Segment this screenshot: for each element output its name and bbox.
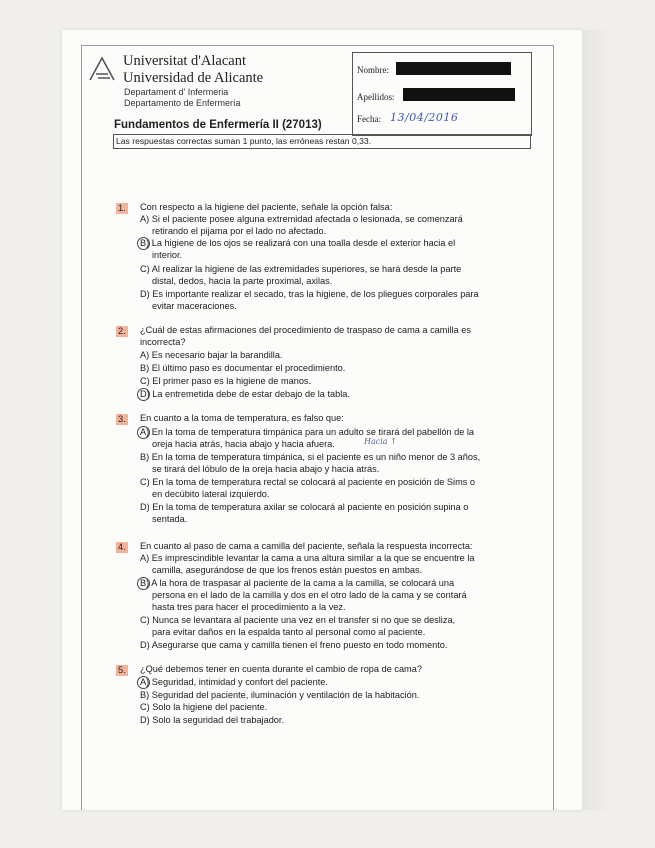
answer-option-cont: oreja hacia atrás, hacia abajo y hacia afuera. xyxy=(152,439,335,449)
page-shadow xyxy=(582,30,612,810)
answer-option-cont: en decúbito lateral izquierdo. xyxy=(152,489,270,499)
course-title: Fundamentos de Enfermería II (27013) xyxy=(114,119,322,131)
department-ca: Departament d' Infermeria xyxy=(124,87,229,97)
question-number: 5. xyxy=(118,665,126,675)
answer-circle xyxy=(137,577,150,590)
answer-option-cont: hasta tres para hacer el procedimiento a la vez. xyxy=(152,602,346,612)
answer-option: C) Solo la higiene del paciente. xyxy=(140,702,268,712)
answer-option: D) En la toma de temperatura axilar se colocará al paciente en posición supina o xyxy=(140,502,469,512)
question-stem: Con respecto a la higiene del paciente, señale la opción falsa: xyxy=(140,202,393,212)
answer-option: A) Seguridad, intimidad y confort del paciente. xyxy=(140,677,328,687)
answer-option: C) Nunca se levantara al paciente una vez en el transfer si no que se desliza, xyxy=(140,615,456,625)
answer-option-cont: retirando el pijama por el lado no afectado. xyxy=(152,226,327,236)
question-number: 4. xyxy=(118,542,126,552)
university-name-ca: Universitat d'Alacant xyxy=(123,53,247,69)
question-stem: ¿Qué debemos tener en cuenta durante el cambio de ropa de cama? xyxy=(140,664,422,674)
date-label: Fecha: xyxy=(357,114,381,124)
answer-option: C) Al realizar la higiene de las extremidades superiores, se hará desde la parte xyxy=(140,264,462,274)
answer-option-cont: para evitar daños en la espalda tanto al personal como al paciente. xyxy=(152,627,426,637)
answer-option: B) El último paso es documentar el procedimiento. xyxy=(140,363,346,373)
answer-option: D) La entremetida debe de estar debajo de la tabla. xyxy=(140,389,350,399)
answer-option: A) Si el paciente posee alguna extremidad afectada o lesionada, se comenzará xyxy=(140,214,463,224)
question-stem: En cuanto a la toma de temperatura, es falso que: xyxy=(140,413,344,423)
answer-option-cont: distal, dedos, hacia la parte proximal, axilas. xyxy=(152,276,333,286)
answer-option-cont: camilla, asegurándose de que los frenos están puestos en ambas. xyxy=(152,565,423,575)
answer-circle xyxy=(137,237,150,250)
answer-option: B) Seguridad del paciente, iluminación y ventilación de la habitación. xyxy=(140,690,420,700)
question-stem: ¿Cuál de estas afirmaciones del procedimiento de traspaso de cama a camilla es xyxy=(140,325,471,335)
surname-label: Apellidos: xyxy=(357,92,395,102)
answer-circle xyxy=(137,388,150,401)
answer-option-cont: persona en el lado de la camilla y dos en el otro lado de la cama y se contará xyxy=(152,590,467,600)
question-stem-cont: incorrecta? xyxy=(140,337,186,347)
question-stem: En cuanto al paso de cama a camilla del paciente, señala la respuesta incorrecta: xyxy=(140,541,473,551)
answer-option: B) A la hora de traspasar al paciente de la cama a la camilla, se colocará una xyxy=(140,578,455,588)
answer-option: A) Es necesario bajar la barandilla. xyxy=(140,350,283,360)
redacted-name xyxy=(396,62,511,75)
answer-option: A) Es imprescindible levantar la cama a una altura similar a la que se encuentre la xyxy=(140,553,475,563)
answer-option: C) En la toma de temperatura rectal se colocará al paciente en posición de Sims o xyxy=(140,477,476,487)
answer-option: D) Es importante realizar el secado, tras la higiene, de los pliegues corporales para xyxy=(140,289,479,299)
frame-line-left xyxy=(81,45,82,810)
department-es: Departamento de Enfermería xyxy=(124,98,241,108)
answer-option-cont: se tirará del lóbulo de la oreja hacia abajo y hacia atrás. xyxy=(152,464,380,474)
answer-option: B) En la toma de temperatura timpánica, si el paciente es un niño menor de 3 años, xyxy=(140,452,481,462)
university-name-es: Universidad de Alicante xyxy=(123,70,264,86)
answer-circle xyxy=(137,426,150,439)
name-label: Nombre: xyxy=(357,65,389,75)
answer-option-cont: interior. xyxy=(152,250,183,260)
redacted-surname xyxy=(403,88,515,101)
answer-option: B) La higiene de los ojos se realizará con una toalla desde el exterior hacia el xyxy=(140,238,456,248)
question-number: 3. xyxy=(118,414,126,424)
answer-option: D) Asegurarse que cama y camilla tienen el freno puesto en todo momento. xyxy=(140,640,448,650)
answer-option: D) Solo la seguridad del trabajador. xyxy=(140,715,285,725)
question-number: 2. xyxy=(118,326,126,336)
university-logo-icon xyxy=(88,54,116,84)
frame-line-right xyxy=(553,45,554,810)
question-number: 1. xyxy=(118,203,126,213)
scoring-rule: Las respuestas correctas suman 1 punto, las erróneas restan 0,33. xyxy=(116,136,372,146)
frame-line-top xyxy=(81,45,554,46)
answer-option: A) En la toma de temperatura timpánica para un adulto se tirará del pabellón de la xyxy=(140,427,475,437)
answer-option-cont: evitar maceraciones. xyxy=(152,301,237,311)
answer-option: C) El primer paso es la higiene de manos. xyxy=(140,376,312,386)
date-handwritten: 13/04/2016 xyxy=(390,111,459,124)
answer-option-cont: sentada. xyxy=(152,514,188,524)
answer-circle xyxy=(137,676,150,689)
handwritten-note: Hacia ↑ xyxy=(364,437,397,446)
